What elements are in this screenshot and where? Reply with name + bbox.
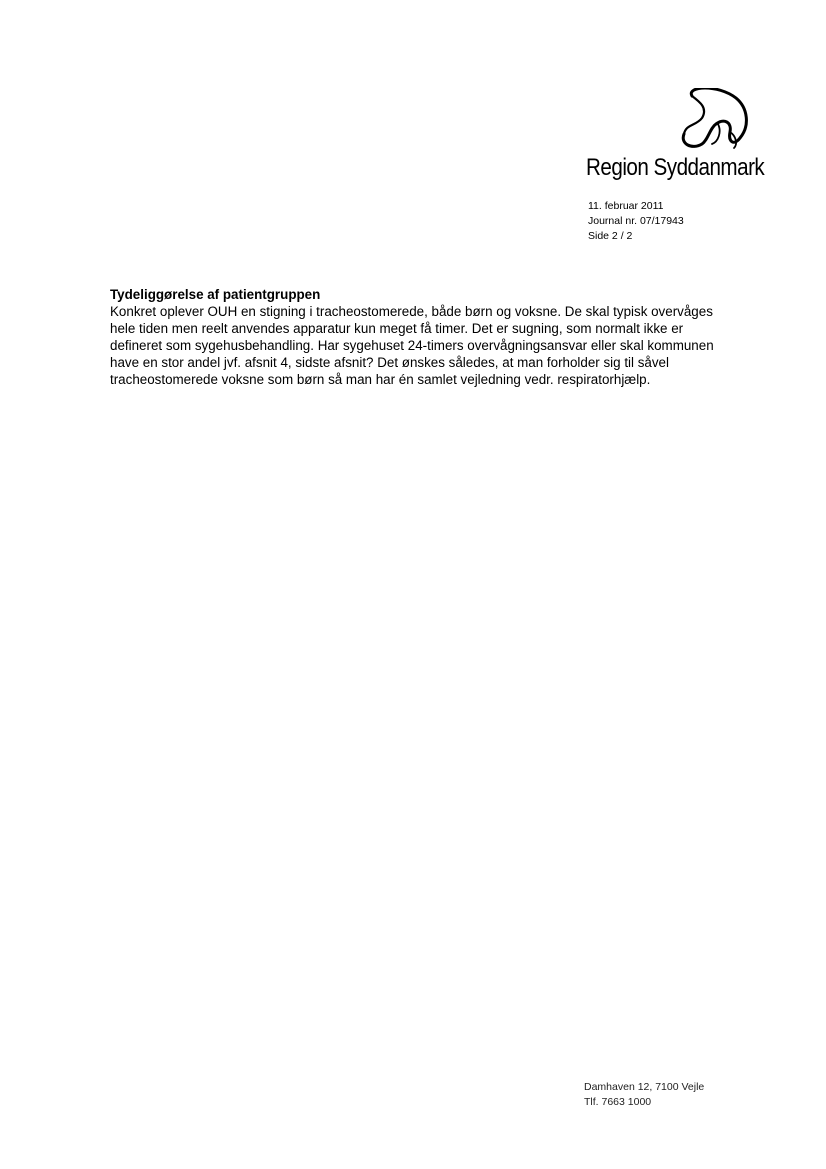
- paragraph-line: hele tiden men reelt anvendes apparatur kun meget få timer. Det er sugning, som normalt ikke er: [110, 321, 684, 336]
- paragraph-line: have en stor andel jvf. afsnit 4, sidste afsnit? Det ønskes således, at man forholder sig til såvel: [110, 355, 669, 370]
- paragraph-line: Konkret oplever OUH en stigning i tracheostomerede, både børn og voksne. De skal typisk overvåges: [110, 304, 713, 319]
- region-logo-mark-icon: [678, 88, 752, 150]
- footer-address: Damhaven 12, 7100 Vejle: [584, 1081, 705, 1093]
- document-meta: [588, 199, 684, 244]
- region-syddanmark-logo: [586, 88, 770, 188]
- section-paragraph: [110, 303, 730, 388]
- region-name: Region Syddanmark: [586, 154, 765, 181]
- journal-number: Journal nr. 07/17943: [588, 215, 684, 227]
- document-date: 11. februar 2011: [588, 200, 664, 212]
- footer-phone: Tlf. 7663 1000: [584, 1096, 652, 1108]
- document-body: [110, 286, 730, 388]
- section-heading: Tydeliggørelse af patientgruppen: [110, 287, 321, 302]
- footer-address-block: [584, 1080, 704, 1110]
- paragraph-line: defineret som sygehusbehandling. Har sygehuset 24-timers overvågningsansvar eller skal kommunen: [110, 338, 714, 353]
- paragraph-line: tracheostomerede voksne som børn så man har én samlet vejledning vedr. respiratorhjælp.: [110, 372, 651, 387]
- page-number: Side 2 / 2: [588, 230, 633, 242]
